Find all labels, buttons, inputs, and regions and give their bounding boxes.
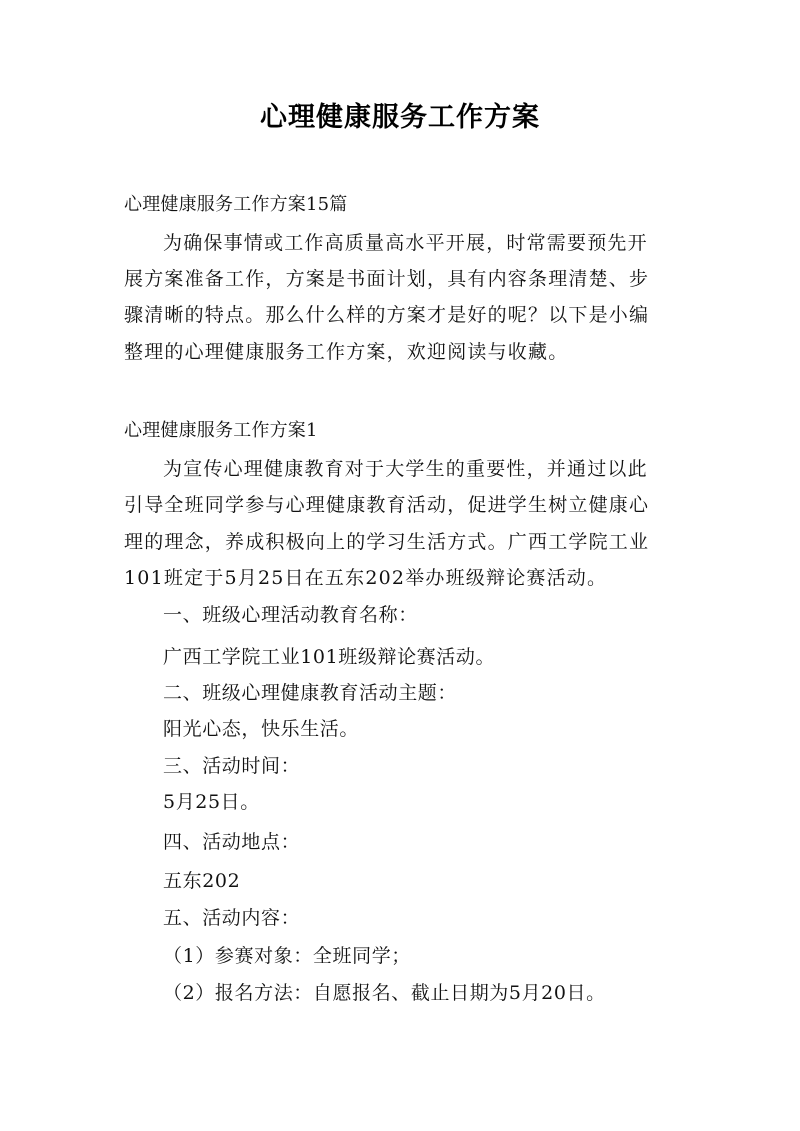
paragraph-line: 为宣传心理健康教育对于大学生的重要性，并通过以此 <box>163 458 648 480</box>
list-item: 5月25日。 <box>163 791 260 813</box>
section-heading: 心理健康服务工作方案1 <box>124 420 318 441</box>
list-item: 三、活动时间： <box>163 755 301 777</box>
list-item: （2）报名方法：自愿报名、截止日期为5月20日。 <box>163 982 606 1004</box>
paragraph-line: 展方案准备工作，方案是书面计划，具有内容条理清楚、步 <box>124 268 650 290</box>
paragraph-line: 骤清晰的特点。那么什么样的方案才是好的呢？以下是小编 <box>124 304 650 326</box>
list-item: 广西工学院工业101班级辩论赛活动。 <box>163 646 496 668</box>
list-item: 阳光心态，快乐生活。 <box>163 718 360 740</box>
list-item: 一、班级心理活动教育名称： <box>163 604 418 626</box>
section-heading: 心理健康服务工作方案15篇 <box>124 194 348 215</box>
list-item: 四、活动地点： <box>163 831 301 853</box>
paragraph-line: 整理的心理健康服务工作方案，欢迎阅读与收藏。 <box>124 341 569 363</box>
list-item: 五东202 <box>163 870 241 892</box>
list-item: （1）参赛对象：全班同学； <box>163 945 411 967</box>
paragraph-line: 引导全班同学参与心理健康教育活动，促进学生树立健康心 <box>124 494 650 516</box>
list-item: 五、活动内容： <box>163 907 301 929</box>
paragraph-line: 为确保事情或工作高质量高水平开展，时常需要预先开 <box>163 232 648 254</box>
paragraph-line: 理的理念，养成积极向上的学习生活方式。广西工学院工业 <box>124 531 650 553</box>
document-title: 心理健康服务工作方案 <box>260 102 540 133</box>
paragraph-line: 101班定于5月25日在五东202举办班级辩论赛活动。 <box>124 567 608 589</box>
list-item: 二、班级心理健康教育活动主题： <box>163 682 458 704</box>
